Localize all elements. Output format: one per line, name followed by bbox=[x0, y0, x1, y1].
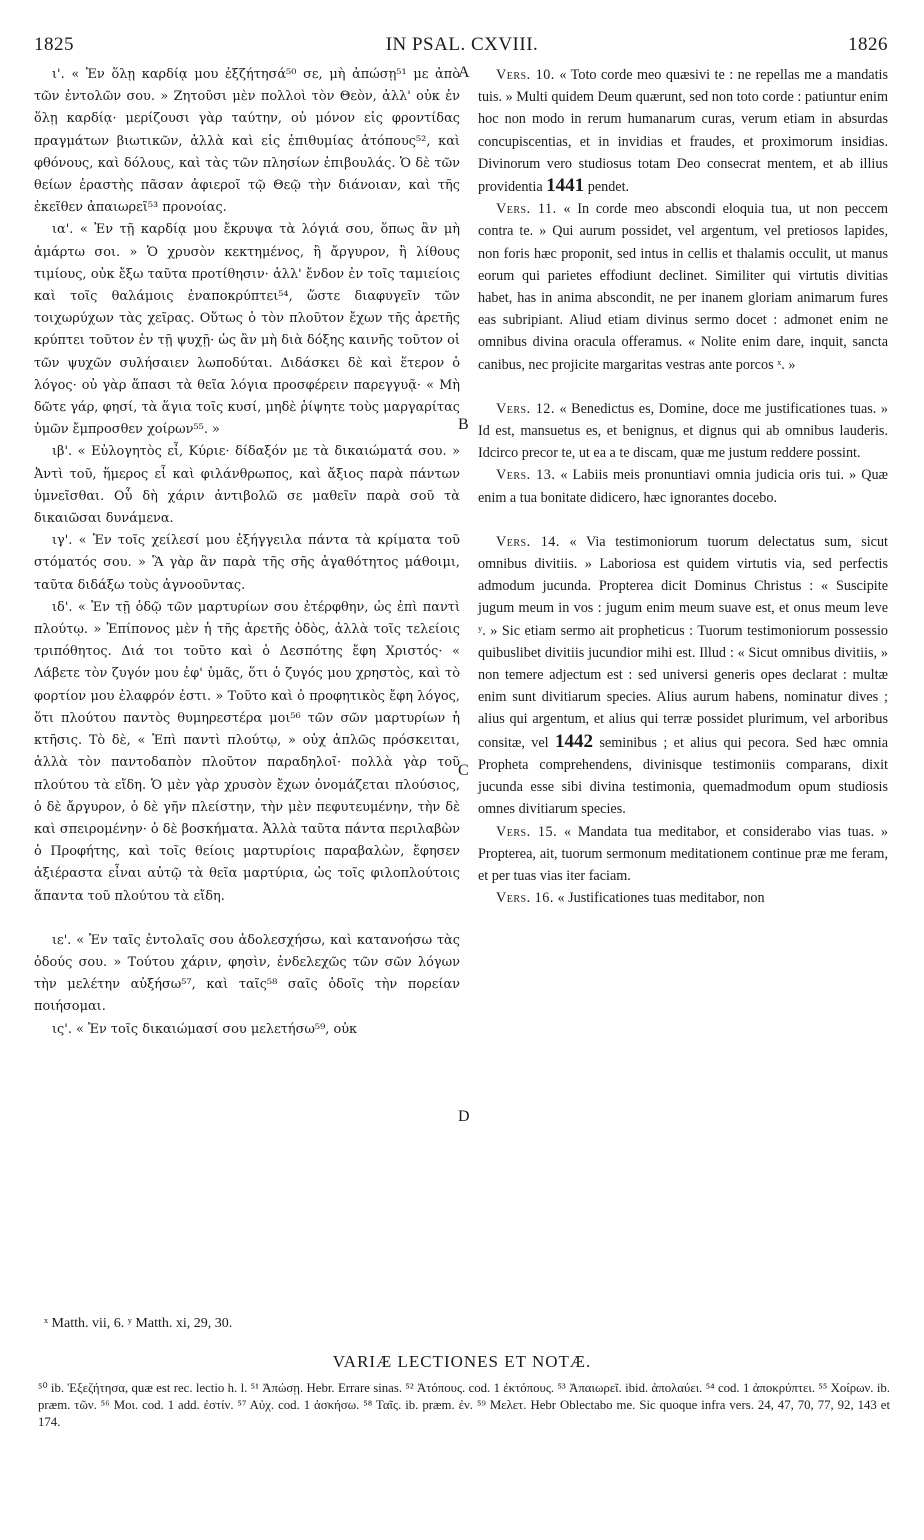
greek-verse-15: ιε'. « Ἐν ταῖς ἐντολαῖς σου ἀδολεσχήσω, καὶ κατανοήσω τὰς ὁδούς σου. » Τούτου χάριν, φησὶν, ἐνδελεχῶς τῶν σῶν λόγων τὴν μελέτην αὐξήσω⁵⁷, καὶ ταῖς⁵⁸ σαῖς ὁδοῖς τὴν πορείαν ποιήσομαι. bbox=[34, 932, 460, 1015]
latin-text: pendet. bbox=[587, 179, 630, 196]
margin-marker-c: C bbox=[458, 762, 469, 779]
latin-text: « Via testimoniorum tuorum delectatus sum, sicut omnibus divitiis. » Laboriosa est quidem virtutis via, sed perfectis admodum jucunda. Propterea dicit Dominus Christus : « Suscipite jugum meum in vos : jugum enim meum suave est, et onus meum leve ʸ. » Sic etiam sermo ait propheticus : Tuorum testimoniorum possessio quibuslibet divitiis jucundior mihi est. Illud : « Sicut omnibus divitiis, » non temere adjectum est : sed universi generis opes declarat : multæ enim sunt divitiarum species. Alius aurum habens, nominatur dives ; alius qui argentum, et alius qui terræ possidet plurimum, vel arboribus consitæ, vel bbox=[478, 533, 888, 751]
latin-verse-10 bbox=[478, 64, 888, 198]
latin-text: seminibus ; et alius qui pecora. Sed hæc omnia Propheta comprehendens, divinisque testimoniis comparans, dixit jucunda esse sibi divina testimonia, quemadmodum opum studiosis omnes divitiarum species. bbox=[478, 734, 889, 818]
latin-verse-14 bbox=[478, 531, 888, 821]
latin-text: « In corde meo abscondi eloquia tua, ut non peccem contra te. » Qui aurum possidet, vel argentum, vel pretiosos lapides, non foris hæc proponit, sed intus in cellis et thalamis occulit, ut manus eorum qui parietes effodiunt declinet. Similiter qui virtutis divitias habet, has in anima abscondit, ne per inanem gloriam animarum fures eas subripiant. Aliud etiam divinus sermo docet : admonet enim ne omnibus divina oracula offeramus. « Nolite enim dare, inquit, sancta canibus, nec projicite margaritas vestras ante porcos ˣ. » bbox=[478, 201, 888, 373]
verse-label: Vers. 16. bbox=[496, 890, 554, 907]
latin-verse-15 bbox=[478, 821, 888, 888]
notes-heading: VARIÆ LECTIONES ET NOTÆ. bbox=[332, 1352, 592, 1371]
greek-verse-11: ια'. « Ἐν τῇ καρδίᾳ μου ἔκρυψα τὰ λόγιά σου, ὅπως ἂν μὴ ἁμάρτω σοι. » Ὁ χρυσὸν κεκτημένος, ἢ ἄργυρον, ἢ λίθους τιμίους, οὐκ ἔξω ταῦτα προτίθησιν· ἀλλ' ἔνδον ἐν τοῖς ταμιείοις καὶ τοῖς θαλάμοις ἐναποκρύπτει⁵⁴, ὥστε διαφυγεῖν τῶν τοιχωρύχων τὰς χεῖρας. Οὕτως ὁ τὸν πλοῦτον ἔχων τῆς ἀρετῆς κρύπτει τοῦτον ἐν τῇ ψυχῇ· ὡς ἂν μὴ διὰ δόξης καινῆς τοῦτον οἱ τῶν ψυχῶν συλήσαιεν λωποδύται. Διδάσκει δὲ καὶ ἕτερον ὁ λόγος· οὐ γὰρ ἅπασι τὰ θεῖα λόγια προσφέρειν παρεγγυᾷ· « Μὴ δῶτε γάρ, φησί, τὰ ἅγια τοῖς κυσί, μηδὲ ῥίψητε τοὺς μαργαρίτας ὑμῶν ἔμπροσθεν χοίρων⁵⁵. » bbox=[34, 222, 460, 438]
variant-notes: ⁵⁰ ib. Ἐξεζήτησα, quæ est rec. lectio h. l. ⁵¹ Ἀπώσῃ. Hebr. Errare sinas. ⁵² Ἀτόπους. cod. 1 ἐκτόπους. ⁵³ Ἀπαιωρεῖ. ibid. ἀπολαύει. ⁵⁴ cod. 1 ἀποκρύπτει. ⁵⁵ Χοίρων. ib. præm. τῶν. ⁵⁶ Μοι. cod. 1 add. ἐστίν. ⁵⁷ Αὐχ. cod. 1 ἀσκήσω. ⁵⁸ Ταῖς. ib. præm. ἐν. ⁵⁹ Μελετ. Hebr Oblectabo me. Sic quoque infra vers. 24, 47, 70, 77, 92, 143 et 174. bbox=[38, 1381, 890, 1429]
page-number-right: 1826 bbox=[848, 34, 888, 55]
margin-marker-b: B bbox=[458, 416, 469, 433]
margin-marker-a: A bbox=[458, 64, 470, 81]
running-title: IN PSAL. CXVIII. bbox=[385, 34, 539, 55]
latin-verse-12 bbox=[478, 398, 888, 465]
latin-text: « Benedictus es, Domine, doce me justificationes tuas. » Id est, mansuetus es, et benignus, et dignus qui ab omnibus lauderis. Idcirco precor te, ut ea a te discam, quæ me justum reddere possint. bbox=[478, 400, 889, 462]
column-number: 1441 bbox=[546, 175, 585, 197]
margin-marker-d: D bbox=[458, 1108, 470, 1125]
greek-verse-16: ις'. « Ἐν τοῖς δικαιώμασί σου μελετήσω⁵⁹, οὐκ bbox=[52, 1021, 358, 1037]
verse-label: Vers. 11. bbox=[496, 201, 557, 218]
greek-verse-13: ιγ'. « Ἐν τοῖς χείλεσί μου ἐξήγγειλα πάντα τὰ κρίματα τοῦ στόματός σου. » Ἃ γὰρ ἂν παρὰ τῆς σῆς ἀγαθότητος μάθοιμι, ταῦτα διδάξω τοὺς ἀγνοοῦντας. bbox=[34, 533, 460, 593]
latin-text: « Labiis meis pronuntiavi omnia judicia oris tui. » Quæ enim a tua bonitate didicero, hæc ignorantes docebo. bbox=[478, 467, 889, 506]
latin-verse-11 bbox=[478, 198, 888, 376]
greek-verse-14: ιδ'. « Ἐν τῇ ὁδῷ τῶν μαρτυρίων σου ἐτέρφθην, ὡς ἐπὶ παντὶ πλούτῳ. » Ἐπίπονος μὲν ἡ τῆς ἀρετῆς ὁδὸς, ἀλλὰ τοῖς τελείοις τριπόθητος. Διά τοι τοῦτο καὶ ὁ Δεσπότης ἔφη Χριστός· « Λάβετε τὸν ζυγόν μου ἐφ' ὑμᾶς, ὅτι ὁ ζυγός μου χρηστὸς, καὶ τὸ φορτίον μου ἐλαφρόν ἐστι. » Τοῦτο καὶ ὁ προφητικὸς ἔφη λόγος, ὅτι πλούτου παντὸς θυμηρεστέρα μοι⁵⁶ τῶν σῶν μαρτυρίων ἡ κτῆσις. Τὸ δὲ, « Ἐπὶ παντὶ πλούτῳ, » οὐχ ἁπλῶς πρόσκειται, ἀλλὰ τὸν παντοδαπὸν πλοῦτον παραδηλοῖ· πολλὰ γὰρ τοῦ πλούτου τὰ εἴδη. Ὁ μὲν γὰρ χρυσὸν ἔχων ὀνομάζεται πλούσιος, ὁ δὲ ἄργυρον, ὁ δὲ γῆν πλείστην, τὴν μὲν πεφυτευμένην, τὴν δὲ καὶ σπειρομένην· ὁ δὲ βοσκήματα. Ἀλλὰ ταῦτα πάντα περιλαβὼν ὁ Προφήτης, καὶ τοῖς θείοις μαρτυρίοις παραβαλὼν, ἔφησεν ἀξιέραστα εἶναι αὐτῷ τὰ θεῖα μαρτύρια, ὡς τοῖς φιλοπλούτοις ἅπαντα τοῦ πλούτου τὰ εἴδη. bbox=[34, 599, 460, 904]
verse-label: Vers. 15. bbox=[496, 823, 558, 840]
page-number-left: 1825 bbox=[34, 34, 74, 55]
greek-verse-10: ι'. « Ἐν ὅλῃ καρδίᾳ μου ἐξζήτησά⁵⁰ σε, μὴ ἀπώσῃ⁵¹ με ἀπὸ τῶν ἐντολῶν σου. » Ζητοῦσι μὲν πολλοὶ τὸν Θεὸν, ἀλλ' οὐκ ἐν ὅλῃ καρδίᾳ· μερίζουσι γὰρ ταύτην, οὐ μόνον εἰς φροντίδας πραγμάτων βιωτικῶν, ἀλλὰ καὶ εἰς ἐπιθυμίας ἀτόπους⁵², καὶ φθόνους, καὶ δόλους, καὶ τὰς τῶν πλησίων ἐπιβουλάς. Ὁ δὲ τῶν θείων ἐραστὴς πᾶσαν ἀφιεροῖ τῷ Θεῷ τὴν διάνοιαν, καὶ τῆς ἐκεῖθεν ἀπαιωρεῖ⁵³ προνοίας. bbox=[34, 67, 460, 216]
latin-text: « Toto corde meo quæsivi te : ne repellas me a mandatis tuis. » Multi quidem Deum quærunt, sed non toto corde : patiuntur enim hoc non modo in rerum humanarum curas, verum etiam in absurdas concupiscentias, et in invidias et fraudes, et proximorum insidias. Divinorum vero studiosus totam Deo consecrat mentem, et ab illius providentia bbox=[478, 67, 889, 196]
latin-verse-13 bbox=[478, 464, 888, 508]
column-number: 1442 bbox=[555, 730, 594, 752]
latin-text: « Mandata tua meditabor, et considerabo vias tuas. » Propterea, ait, tuorum sermonum meditationem continue præ me feram, et per tuas vias iter faciam. bbox=[478, 823, 888, 884]
verse-label: Vers. 14. bbox=[496, 533, 560, 550]
verse-label: Vers. 12. bbox=[496, 400, 555, 417]
latin-text: « Justificationes tuas meditabor, non bbox=[557, 890, 765, 907]
greek-verse-12: ιβ'. « Εὐλογητὸς εἶ, Κύριε· δίδαξόν με τὰ δικαιώματά σου. » Ἀντὶ τοῦ, ἥμερος εἶ καὶ φιλάνθρωπος, καὶ ἄξιος παρὰ πάντων ὑμνεῖσθαι. Οὗ δὴ χάριν ἀντιβολῶ σε μαθεῖν παρὰ σοῦ τὰ δικαιῶσαι δυνάμενα. bbox=[34, 444, 460, 527]
greek-column bbox=[34, 64, 460, 1041]
latin-column bbox=[478, 64, 888, 909]
scripture-footnotes: ˣ Matth. vii, 6. ʸ Matth. xi, 29, 30. bbox=[44, 1316, 233, 1331]
verse-label: Vers. 10. bbox=[496, 67, 555, 83]
latin-verse-16 bbox=[478, 887, 888, 909]
verse-label: Vers. 13. bbox=[496, 467, 556, 484]
